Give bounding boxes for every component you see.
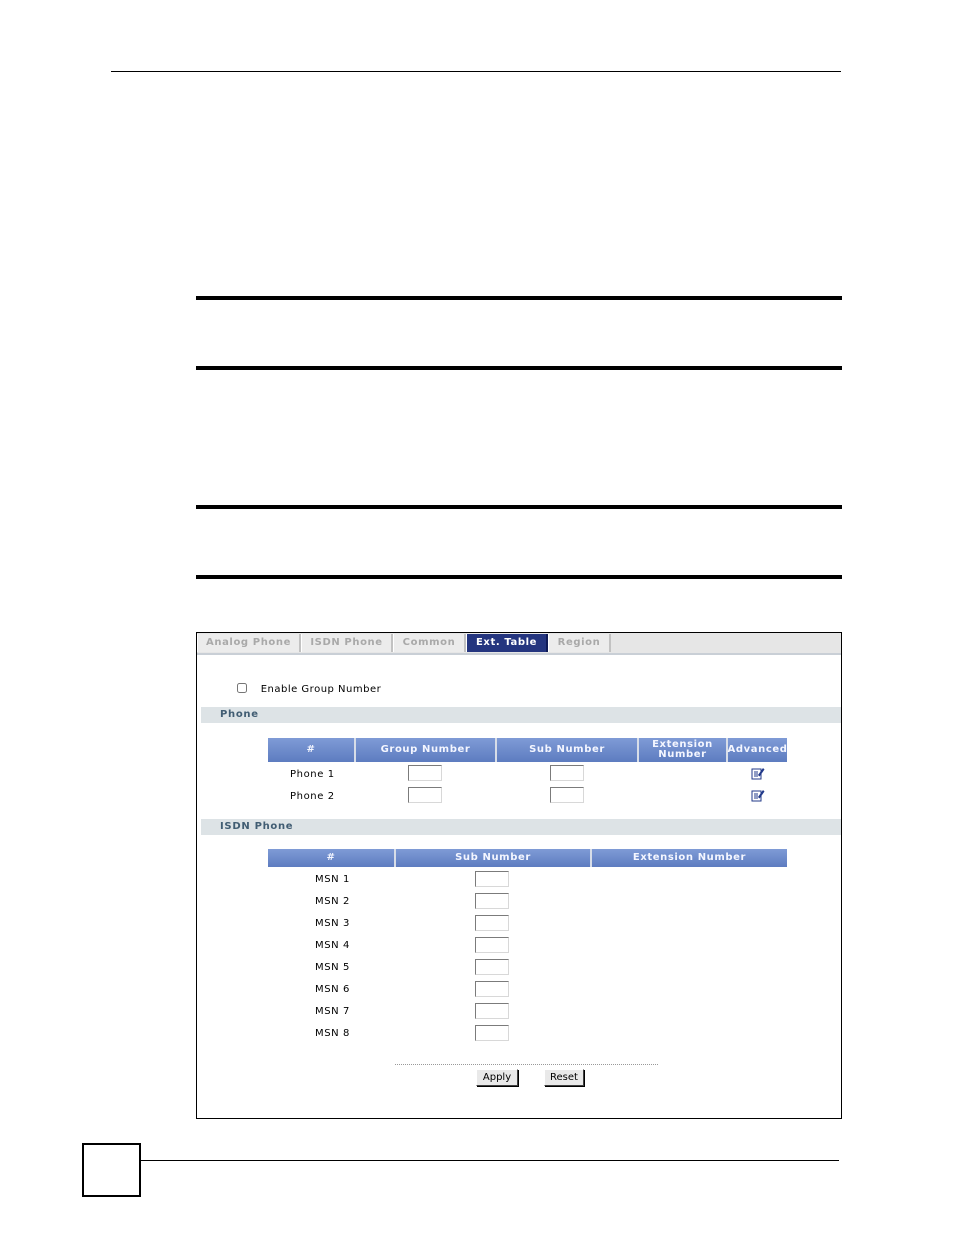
phone-col-extension-number: Extension Number bbox=[639, 738, 728, 762]
isdn-col-extension-number: Extension Number bbox=[592, 849, 787, 867]
phone-2-sub-number-input[interactable] bbox=[550, 787, 584, 803]
phone-col-sub-number: Sub Number bbox=[497, 738, 639, 762]
msn-1-sub-number-input[interactable] bbox=[475, 871, 509, 887]
msn-row-label: MSN 8 bbox=[315, 1028, 350, 1039]
msn-row-label: MSN 7 bbox=[315, 1006, 350, 1017]
msn-5-sub-number-input[interactable] bbox=[475, 959, 509, 975]
phone-row-label: Phone 1 bbox=[290, 769, 335, 780]
note-top-rule bbox=[196, 296, 842, 300]
enable-group-number-label: Enable Group Number bbox=[260, 684, 382, 695]
isdn-section-title: ISDN Phone bbox=[201, 819, 841, 835]
edit-icon[interactable] bbox=[751, 766, 765, 780]
ext-table-screen bbox=[196, 632, 842, 1119]
msn-row-label: MSN 5 bbox=[315, 962, 350, 973]
tab-region[interactable]: Region bbox=[548, 634, 611, 652]
button-separator bbox=[395, 1064, 658, 1065]
msn-7-sub-number-input[interactable] bbox=[475, 1003, 509, 1019]
msn-row-label: MSN 1 bbox=[315, 874, 350, 885]
apply-button[interactable]: Apply bbox=[476, 1069, 518, 1086]
phone-col-group-number: Group Number bbox=[356, 738, 497, 762]
tab-isdn-phone[interactable]: ISDN Phone bbox=[301, 634, 393, 652]
msn-8-sub-number-input[interactable] bbox=[475, 1025, 509, 1041]
reset-button[interactable]: Reset bbox=[544, 1069, 584, 1086]
isdn-col-hash: # bbox=[268, 849, 396, 867]
msn-3-sub-number-input[interactable] bbox=[475, 915, 509, 931]
msn-row-label: MSN 4 bbox=[315, 940, 350, 951]
phone-section-title: Phone bbox=[201, 707, 841, 723]
note-bottom-rule-2 bbox=[196, 575, 842, 579]
tab-bar bbox=[197, 633, 841, 655]
msn-2-sub-number-input[interactable] bbox=[475, 893, 509, 909]
msn-row-label: MSN 6 bbox=[315, 984, 350, 995]
isdn-col-sub-number: Sub Number bbox=[396, 849, 592, 867]
page-footer-rule bbox=[140, 1160, 839, 1161]
msn-row-label: MSN 3 bbox=[315, 918, 350, 929]
page-header-rule bbox=[111, 71, 841, 72]
phone-col-hash: # bbox=[268, 738, 356, 762]
tab-analog-phone[interactable]: Analog Phone bbox=[197, 634, 301, 652]
phone-1-group-number-input[interactable] bbox=[408, 765, 442, 781]
msn-4-sub-number-input[interactable] bbox=[475, 937, 509, 953]
phone-col-advanced: Advanced bbox=[728, 738, 787, 762]
phone-1-sub-number-input[interactable] bbox=[550, 765, 584, 781]
phone-row-label: Phone 2 bbox=[290, 791, 335, 802]
msn-row-label: MSN 2 bbox=[315, 896, 350, 907]
page-number-box bbox=[82, 1143, 141, 1197]
note-bottom-rule bbox=[196, 366, 842, 370]
msn-6-sub-number-input[interactable] bbox=[475, 981, 509, 997]
enable-group-number-checkbox[interactable] bbox=[237, 683, 247, 693]
enable-group-number-row bbox=[237, 683, 381, 695]
phone-2-group-number-input[interactable] bbox=[408, 787, 442, 803]
tab-ext-table[interactable]: Ext. Table bbox=[466, 634, 548, 652]
note-top-rule-2 bbox=[196, 505, 842, 509]
edit-icon[interactable] bbox=[751, 788, 765, 802]
tab-common[interactable]: Common bbox=[393, 634, 466, 652]
